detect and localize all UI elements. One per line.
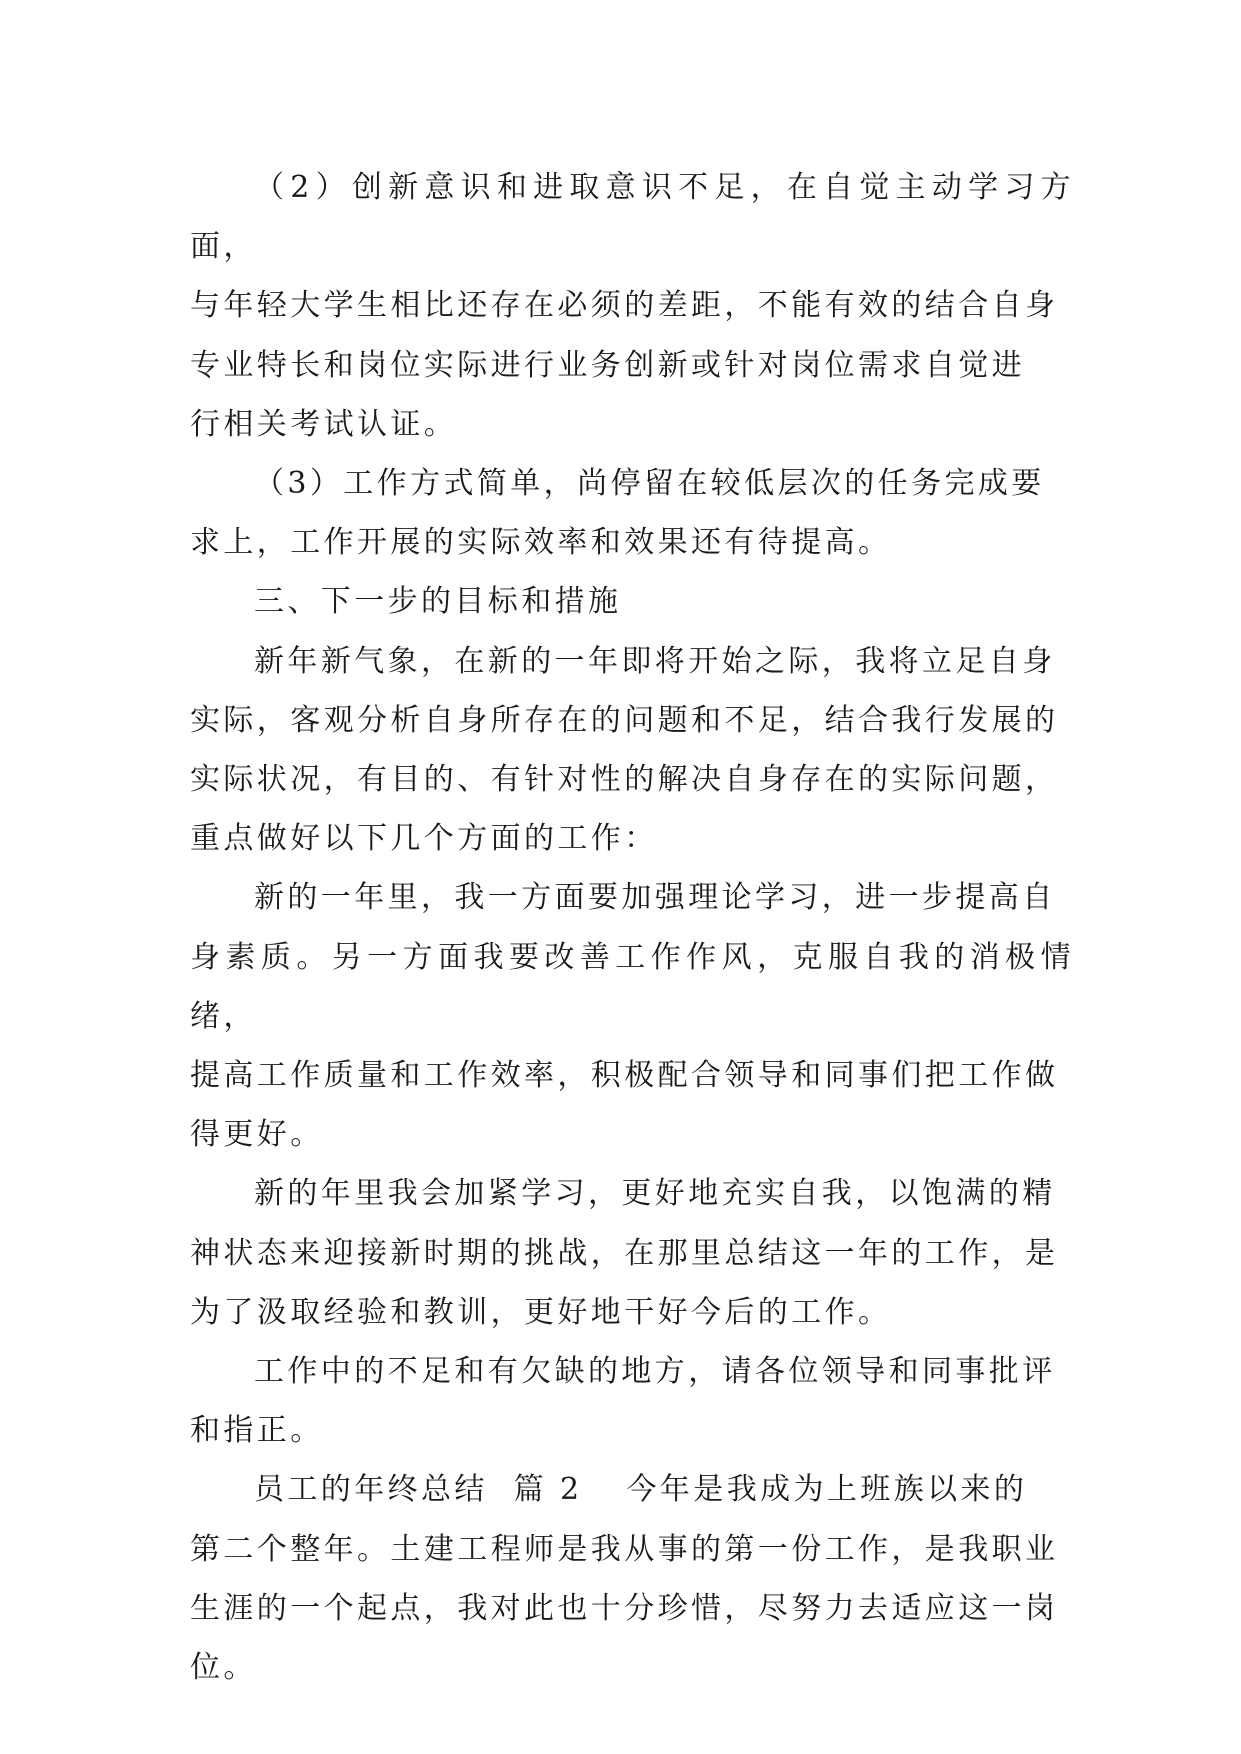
text-line: 为了汲取经验和教训，更好地干好今后的工作。 <box>190 1294 892 1330</box>
text-line: 身素质。另一方面我要改善工作作风，克服自我的消极情绪， <box>190 939 1074 1034</box>
text-line <box>190 1460 1074 1519</box>
text-line: 求上，工作开展的实际效率和效果还有待提高。 <box>190 525 892 561</box>
text-line: 得更好。 <box>190 1117 324 1153</box>
paragraph-new-year-spirit <box>190 1164 1074 1342</box>
text-line: 实际状况，有目的、有针对性的解决自身存在的实际问题， <box>190 762 1059 798</box>
paragraph-innovation-shortfall <box>190 158 1074 454</box>
paragraph-summary-part-2 <box>190 1460 1074 1697</box>
text-line: 提高工作质量和工作效率，积极配合领导和同事们把工作做 <box>190 1058 1059 1094</box>
text-segment: 今年是我成为上班族以来的 <box>626 1472 1028 1508</box>
text-line: 位。 <box>190 1650 257 1686</box>
text-line: 第二个整年。土建工程师是我从事的第一份工作，是我职业 <box>190 1531 1059 1567</box>
text-line: 新年新气象，在新的一年即将开始之际，我将立足自身 <box>254 643 1056 679</box>
text-line: （3）工作方式简单，尚停留在较低层次的任务完成要 <box>254 466 1045 502</box>
document-body <box>190 158 1074 1697</box>
text-line: 神状态来迎接新时期的挑战，在那里总结这一年的工作，是 <box>190 1235 1059 1271</box>
text-line: 与年轻大学生相比还存在必须的差距，不能有效的结合自身 <box>190 288 1059 324</box>
text-line: 新的年里我会加紧学习，更好地充实自我，以饱满的精 <box>254 1176 1056 1212</box>
article-subtitle: 员工的年终总结 篇 2 <box>254 1472 583 1508</box>
section-heading: 三、下一步的目标和措施 <box>254 584 622 620</box>
text-line: 工作中的不足和有欠缺的地方，请各位领导和同事批评 <box>254 1354 1056 1390</box>
text-line: 重点做好以下几个方面的工作： <box>190 821 658 857</box>
paragraph-study-and-style <box>190 868 1074 1164</box>
text-line: 行相关考试认证。 <box>190 406 458 442</box>
text-line: 生涯的一个起点，我对此也十分珍惜，尽努力去适应这一岗 <box>190 1590 1059 1626</box>
text-line: 新的一年里，我一方面要加强理论学习，进一步提高自 <box>254 880 1056 916</box>
paragraph-closing-request <box>190 1342 1074 1460</box>
section-heading-next-steps <box>190 572 1074 631</box>
text-line: 实际，客观分析自身所存在的问题和不足，结合我行发展的 <box>190 702 1059 738</box>
paragraph-new-year-plan <box>190 632 1074 869</box>
paragraph-work-method <box>190 454 1074 572</box>
text-line: 和指正。 <box>190 1413 324 1449</box>
text-line: （2）创新意识和进取意识不足，在自觉主动学习方面， <box>190 170 1074 265</box>
text-line: 专业特长和岗位实际进行业务创新或针对岗位需求自觉进 <box>190 347 1025 383</box>
